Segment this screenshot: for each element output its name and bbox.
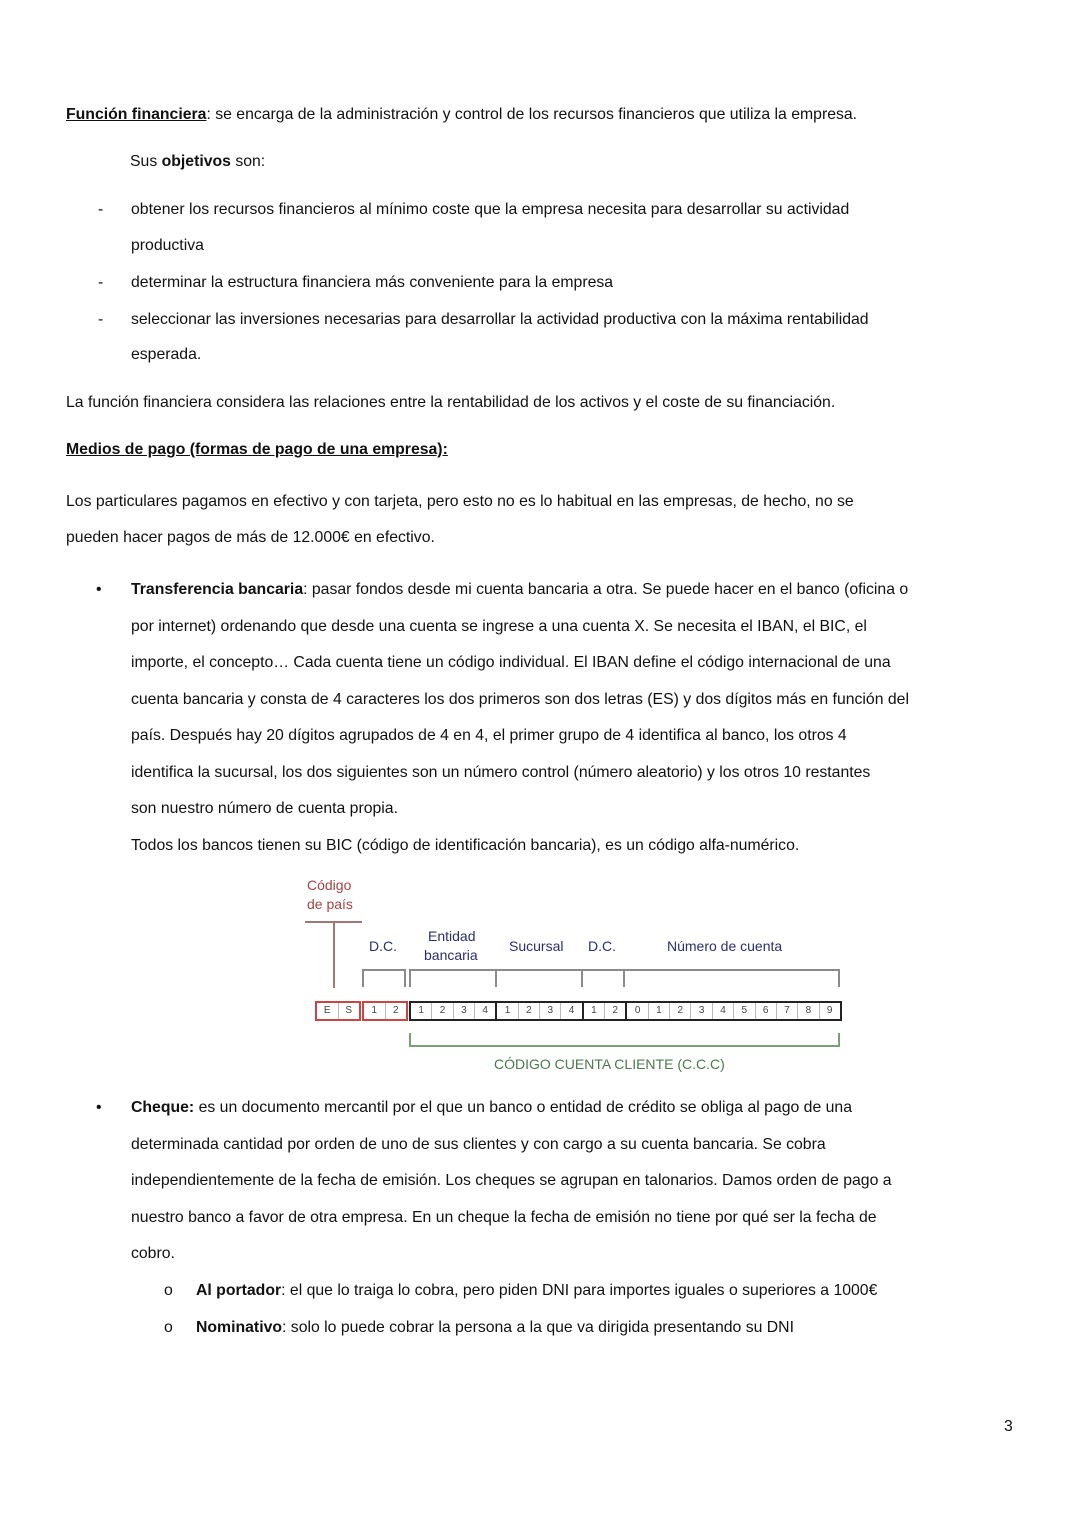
- digit-cell: 1: [364, 1003, 386, 1019]
- label-entidad: Entidad: [428, 928, 476, 944]
- circle-bullet-icon: o: [164, 1319, 173, 1336]
- tick: [409, 969, 411, 987]
- digit-cell: 3: [540, 1003, 561, 1019]
- tick: [623, 969, 625, 987]
- label-entidad-2: bancaria: [424, 947, 478, 963]
- objetivos-heading: [130, 152, 265, 172]
- type-text: : solo lo puede cobrar la persona a la que va dirigida presentando su DNI: [282, 1319, 794, 1336]
- tick: [495, 969, 497, 987]
- digit-cell: S: [345, 1005, 353, 1016]
- bullet-icon: •: [96, 1099, 102, 1116]
- check-digit-box: [362, 1001, 408, 1021]
- digit-cell: 9: [826, 1005, 833, 1016]
- tick: [409, 1033, 411, 1047]
- medios-intro: Los particulares pagamos en efectivo y con tarjeta, pero esto no es lo habitual en las empresas, de hecho, no se: [66, 493, 854, 510]
- type-text: : el que lo traiga lo cobra, pero piden DNI para importes iguales o superiores a 1000€: [281, 1282, 878, 1299]
- cheque-title: Cheque:: [131, 1099, 195, 1116]
- bullet-icon: •: [96, 581, 102, 598]
- account-digits-box: [409, 1001, 842, 1021]
- cheque-type-item: [196, 1318, 794, 1338]
- digit-cell: 4: [713, 1003, 734, 1019]
- cheque-line: nuestro banco a favor de otra empresa. En un cheque la fecha de emisión no tiene por qué ser la fecha de: [131, 1209, 877, 1226]
- dash-marker: -: [98, 274, 104, 291]
- label-dc1: D.C.: [369, 938, 397, 954]
- pais-stem: [333, 921, 335, 988]
- digit-cell: 2: [519, 1003, 540, 1019]
- label-ccc: CÓDIGO CUENTA CLIENTE (C.C.C): [494, 1056, 725, 1072]
- digit-cell: E: [317, 1003, 339, 1019]
- cheque-first-line: [131, 1098, 852, 1118]
- type-title: Nominativo: [196, 1319, 283, 1336]
- obj-pre: Sus: [130, 153, 162, 170]
- cheque-line: determinada cantidad por orden de uno de sus clientes y con cargo a su cuenta bancaria. Se cobra: [131, 1136, 826, 1153]
- digit-cell: 4: [475, 1003, 497, 1019]
- transfer-line: Todos los bancos tienen su BIC (código de identificación bancaria), es un código alfa-numérico.: [131, 837, 800, 854]
- digit-cell: 1: [497, 1003, 518, 1019]
- bracket-dc1: [362, 969, 406, 971]
- transfer-line: cuenta bancaria y consta de 4 caracteres los dos primeros son dos letras (ES) y dos dígitos más en función del: [131, 691, 909, 708]
- transfer-text: : pasar fondos desde mi cuenta bancaria a otra. Se puede hacer en el banco (oficina o: [303, 581, 909, 598]
- obj-bold: objetivos: [161, 153, 231, 170]
- objective-item-cont: esperada.: [131, 346, 202, 363]
- label-codigo-pais: Código: [307, 877, 352, 893]
- digit-cell: 8: [798, 1003, 819, 1019]
- tick: [838, 969, 840, 987]
- digit-cell: 2: [432, 1003, 453, 1019]
- transfer-line: son nuestro número de cuenta propia.: [131, 800, 398, 817]
- objective-item-cont: productiva: [131, 237, 204, 254]
- financiera-paragraph: [66, 105, 857, 125]
- digit-cell: 6: [756, 1003, 777, 1019]
- digit-cell: 3: [454, 1003, 475, 1019]
- country-code-box: [315, 1001, 361, 1021]
- objective-item: obtener los recursos financieros al mínimo coste que la empresa necesita para desarrollar su actividad: [131, 201, 850, 218]
- tick: [581, 969, 583, 987]
- medios-intro-cont: pueden hacer pagos de más de 12.000€ en efectivo.: [66, 529, 435, 546]
- digit-cell: 1: [411, 1003, 432, 1019]
- digit-cell: 7: [777, 1003, 798, 1019]
- digit-cell: 0: [627, 1003, 648, 1019]
- transfer-line: identifica la sucursal, los dos siguientes son un número control (número aleatorio) y los otros 10 restantes: [131, 764, 871, 781]
- medios-title: Medios de pago (formas de pago de una empresa):: [66, 441, 448, 458]
- type-title: Al portador: [196, 1282, 282, 1299]
- transfer-first-line: [131, 580, 908, 600]
- label-dc2: D.C.: [588, 938, 616, 954]
- cheque-type-item: [196, 1281, 877, 1301]
- cheque-line: cobro.: [131, 1245, 175, 1262]
- dash-marker: -: [98, 311, 104, 328]
- tick: [362, 969, 364, 987]
- dash-marker: -: [98, 201, 104, 218]
- transfer-line: país. Después hay 20 dígitos agrupados de 4 en 4, el primer grupo de 4 identifica al banco, los otros 4: [131, 727, 847, 744]
- digit-cell: 3: [691, 1003, 712, 1019]
- financiera-title: Función financiera: [66, 106, 207, 123]
- digit-cell: 5: [734, 1003, 755, 1019]
- financiera-closing: La función financiera considera las relaciones entre la rentabilidad de los activos y el coste de su financiación.: [66, 394, 836, 411]
- cheque-text: es un documento mercantil por el que un banco o entidad de crédito se obliga al pago de una: [194, 1099, 852, 1116]
- digit-cell: 2: [670, 1003, 691, 1019]
- digit-cell: 4: [561, 1003, 583, 1019]
- digit-cell: 1: [584, 1003, 605, 1019]
- digit-cell: 1: [649, 1003, 670, 1019]
- cheque-line: independientemente de la fecha de emisión. Los cheques se agrupan en talonarios. Damos orden de pago a: [131, 1172, 892, 1189]
- label-codigo-pais-2: de país: [307, 896, 353, 912]
- digit-cell: 2: [392, 1005, 399, 1016]
- objective-item: determinar la estructura financiera más conveniente para la empresa: [131, 274, 614, 291]
- digit-cell: 2: [605, 1003, 627, 1019]
- transfer-title: Transferencia bancaria: [131, 581, 304, 598]
- circle-bullet-icon: o: [164, 1282, 173, 1299]
- transfer-line: importe, el concepto… Cada cuenta tiene un código individual. El IBAN define el código internacional de una: [131, 654, 891, 671]
- ccc-bracket: [409, 1045, 840, 1047]
- obj-post: son:: [230, 153, 266, 170]
- tick: [404, 969, 406, 987]
- tick: [838, 1033, 840, 1047]
- objective-item: seleccionar las inversiones necesarias para desarrollar la actividad productiva con la máxima rentabilidad: [131, 311, 869, 328]
- transfer-line: por internet) ordenando que desde una cuenta se ingrese a una cuenta X. Se necesita el IBAN, el BIC, el: [131, 618, 867, 635]
- label-numero-cuenta: Número de cuenta: [667, 938, 783, 954]
- page-number: 3: [1004, 1418, 1013, 1435]
- label-sucursal: Sucursal: [509, 938, 564, 954]
- financiera-intro: : se encarga de la administración y control de los recursos financieros que utiliza la empresa.: [206, 106, 858, 123]
